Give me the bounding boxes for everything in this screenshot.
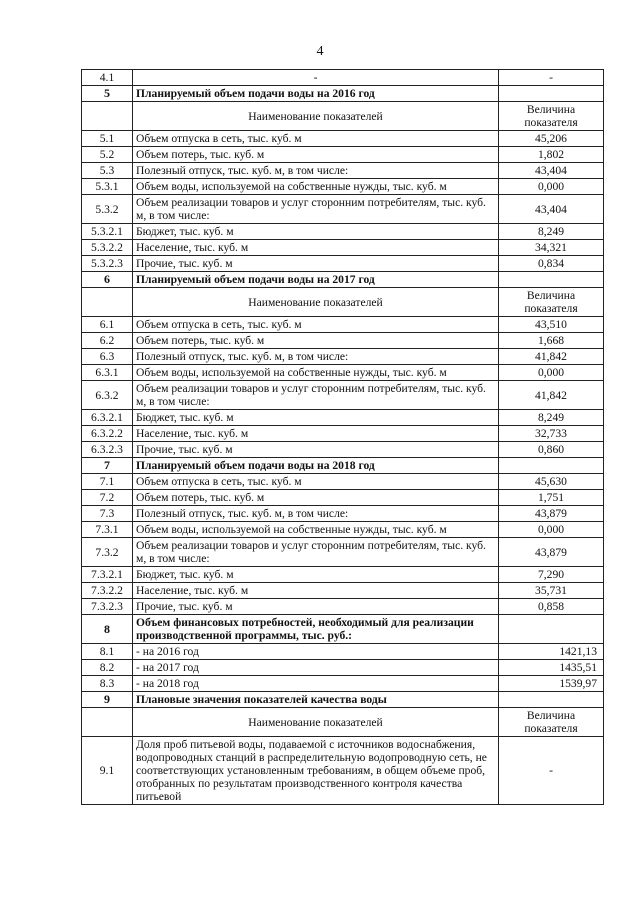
section-value-cell — [499, 86, 604, 102]
row-indicator-name: Объем реализации товаров и услуг сторонним потребителям, тыс. куб. м, в том числе: — [133, 381, 499, 410]
section-title: Объем финансовых потребностей, необходимый для реализации производственной программы, тыс. руб.: — [133, 615, 499, 644]
row-value: 45,206 — [499, 131, 604, 147]
row-indicator-name: Объем потерь, тыс. куб. м — [133, 333, 499, 349]
row-number: 5.3 — [82, 163, 133, 179]
table-row — [82, 676, 604, 692]
row-indicator-name: Прочие, тыс. куб. м — [133, 442, 499, 458]
row-value: 1539,97 — [499, 676, 604, 692]
section-title: Плановые значения показателей качества воды — [133, 692, 499, 708]
row-number: 7.3.1 — [82, 522, 133, 538]
table-row — [82, 179, 604, 195]
table-row — [82, 490, 604, 506]
row-indicator-name: Полезный отпуск, тыс. куб. м, в том числе: — [133, 506, 499, 522]
section-value-cell — [499, 692, 604, 708]
row-value: 45,630 — [499, 474, 604, 490]
row-indicator-name: Объем отпуска в сеть, тыс. куб. м — [133, 317, 499, 333]
row-number: 7.3 — [82, 506, 133, 522]
row-indicator-name: Объем воды, используемой на собственные нужды, тыс. куб. м — [133, 522, 499, 538]
row-indicator-name: Объем отпуска в сеть, тыс. куб. м — [133, 131, 499, 147]
table-row — [82, 381, 604, 410]
row-indicator-name: Бюджет, тыс. куб. м — [133, 410, 499, 426]
page-number: 4 — [316, 44, 324, 59]
row-indicator-name: Население, тыс. куб. м — [133, 583, 499, 599]
table-row — [82, 131, 604, 147]
section-value-cell — [499, 272, 604, 288]
row-number: 7.3.2 — [82, 538, 133, 567]
row-indicator-name: Население, тыс. куб. м — [133, 240, 499, 256]
table-row — [82, 442, 604, 458]
row-number: 5.3.2.1 — [82, 224, 133, 240]
row-number: 8.2 — [82, 660, 133, 676]
column-header-row — [82, 102, 604, 131]
section-number: 6 — [82, 272, 133, 288]
row-number: 6.3.2.1 — [82, 410, 133, 426]
section-row — [82, 458, 604, 474]
row-number: 9.1 — [82, 737, 133, 805]
row-indicator-name: Объем потерь, тыс. куб. м — [133, 147, 499, 163]
table-row — [82, 599, 604, 615]
row-value: 1,751 — [499, 490, 604, 506]
row-indicator-name: Доля проб питьевой воды, подаваемой с источников водоснабжения, водопроводных станций в распределительную водопроводную сеть, не соответствующих установленным требованиям, в общем объеме проб, отобранных по результатам производственного контроля качества питьевой — [133, 737, 499, 805]
row-value: 8,249 — [499, 410, 604, 426]
section-number: 8 — [82, 615, 133, 644]
indicators-table — [81, 69, 604, 805]
column-header-row — [82, 288, 604, 317]
section-row — [82, 272, 604, 288]
table-row — [82, 737, 604, 805]
header-number-cell — [82, 288, 133, 317]
column-header-value: Величина показателя — [499, 102, 604, 131]
section-title: Планируемый объем подачи воды на 2018 год — [133, 458, 499, 474]
row-value: 8,249 — [499, 224, 604, 240]
row-number: 5.3.2 — [82, 195, 133, 224]
table-row — [82, 365, 604, 381]
row-number: 6.3.2.2 — [82, 426, 133, 442]
row-number: 7.2 — [82, 490, 133, 506]
table-row — [82, 567, 604, 583]
row-indicator-name: Объем реализации товаров и услуг сторонним потребителям, тыс. куб. м, в том числе: — [133, 195, 499, 224]
column-header-value: Величина показателя — [499, 708, 604, 737]
row-value: 41,842 — [499, 349, 604, 365]
row-value: 43,879 — [499, 506, 604, 522]
row-value: 1421,13 — [499, 644, 604, 660]
row-number: 7.3.2.1 — [82, 567, 133, 583]
row-indicator-name: Полезный отпуск, тыс. куб. м, в том числе: — [133, 349, 499, 365]
row-indicator-name: - на 2018 год — [133, 676, 499, 692]
row-indicator-name: Полезный отпуск, тыс. куб. м, в том числе: — [133, 163, 499, 179]
row-number: 6.3.2.3 — [82, 442, 133, 458]
row-value: 0,834 — [499, 256, 604, 272]
column-header-name: Наименование показателей — [133, 288, 499, 317]
row-number: 5.3.1 — [82, 179, 133, 195]
row-number: 7.3.2.2 — [82, 583, 133, 599]
table-row — [82, 644, 604, 660]
table-row — [82, 426, 604, 442]
table-row — [82, 195, 604, 224]
row-number: 8.3 — [82, 676, 133, 692]
row-number: 6.1 — [82, 317, 133, 333]
section-row — [82, 692, 604, 708]
table-row — [82, 583, 604, 599]
row-value: 0,860 — [499, 442, 604, 458]
table-row — [82, 147, 604, 163]
row-value: - — [499, 70, 604, 86]
row-number: 5.3.2.3 — [82, 256, 133, 272]
row-value: 1435,51 — [499, 660, 604, 676]
section-value-cell — [499, 615, 604, 644]
section-title: Планируемый объем подачи воды на 2017 год — [133, 272, 499, 288]
row-number: 6.3 — [82, 349, 133, 365]
row-indicator-name: Прочие, тыс. куб. м — [133, 256, 499, 272]
column-header-name: Наименование показателей — [133, 708, 499, 737]
row-value: 34,321 — [499, 240, 604, 256]
column-header-row — [82, 708, 604, 737]
column-header-value: Величина показателя — [499, 288, 604, 317]
indicators-table-body — [82, 70, 604, 805]
row-value: 32,733 — [499, 426, 604, 442]
section-number: 5 — [82, 86, 133, 102]
header-number-cell — [82, 102, 133, 131]
row-value: - — [499, 737, 604, 805]
row-number: 7.3.2.3 — [82, 599, 133, 615]
table-row — [82, 506, 604, 522]
row-indicator-name: Прочие, тыс. куб. м — [133, 599, 499, 615]
row-value: 0,000 — [499, 365, 604, 381]
row-value: 0,000 — [499, 179, 604, 195]
row-number: 6.2 — [82, 333, 133, 349]
row-indicator-name: Население, тыс. куб. м — [133, 426, 499, 442]
row-number: 8.1 — [82, 644, 133, 660]
row-indicator-name: Бюджет, тыс. куб. м — [133, 567, 499, 583]
row-value: 0,000 — [499, 522, 604, 538]
row-indicator-name: Бюджет, тыс. куб. м — [133, 224, 499, 240]
row-value: 0,858 — [499, 599, 604, 615]
row-number: 5.1 — [82, 131, 133, 147]
row-indicator-name: - — [133, 70, 499, 86]
row-number: 7.1 — [82, 474, 133, 490]
row-number: 6.3.2 — [82, 381, 133, 410]
table-row — [82, 538, 604, 567]
row-indicator-name: Объем потерь, тыс. куб. м — [133, 490, 499, 506]
section-number: 9 — [82, 692, 133, 708]
row-number: 4.1 — [82, 70, 133, 86]
row-value: 43,404 — [499, 195, 604, 224]
table-row — [82, 349, 604, 365]
table-row — [82, 163, 604, 179]
header-number-cell — [82, 708, 133, 737]
table-row — [82, 333, 604, 349]
row-indicator-name: Объем воды, используемой на собственные нужды, тыс. куб. м — [133, 365, 499, 381]
column-header-name: Наименование показателей — [133, 102, 499, 131]
section-row — [82, 86, 604, 102]
row-value: 35,731 — [499, 583, 604, 599]
table-row — [82, 522, 604, 538]
section-value-cell — [499, 458, 604, 474]
table-row — [82, 410, 604, 426]
row-value: 43,404 — [499, 163, 604, 179]
row-number: 5.2 — [82, 147, 133, 163]
section-number: 7 — [82, 458, 133, 474]
row-indicator-name: Объем реализации товаров и услуг сторонним потребителям, тыс. куб. м, в том числе: — [133, 538, 499, 567]
table-row — [82, 240, 604, 256]
row-value: 41,842 — [499, 381, 604, 410]
section-title: Планируемый объем подачи воды на 2016 год — [133, 86, 499, 102]
row-value: 43,510 — [499, 317, 604, 333]
table-row — [82, 224, 604, 240]
row-value: 1,668 — [499, 333, 604, 349]
row-value: 1,802 — [499, 147, 604, 163]
table-row — [82, 317, 604, 333]
row-indicator-name: - на 2016 год — [133, 644, 499, 660]
row-number: 6.3.1 — [82, 365, 133, 381]
table-row — [82, 660, 604, 676]
row-indicator-name: Объем отпуска в сеть, тыс. куб. м — [133, 474, 499, 490]
table-row — [82, 70, 604, 86]
row-indicator-name: - на 2017 год — [133, 660, 499, 676]
table-row — [82, 256, 604, 272]
table-row — [82, 474, 604, 490]
row-value: 7,290 — [499, 567, 604, 583]
row-value: 43,879 — [499, 538, 604, 567]
row-number: 5.3.2.2 — [82, 240, 133, 256]
section-row — [82, 615, 604, 644]
row-indicator-name: Объем воды, используемой на собственные нужды, тыс. куб. м — [133, 179, 499, 195]
